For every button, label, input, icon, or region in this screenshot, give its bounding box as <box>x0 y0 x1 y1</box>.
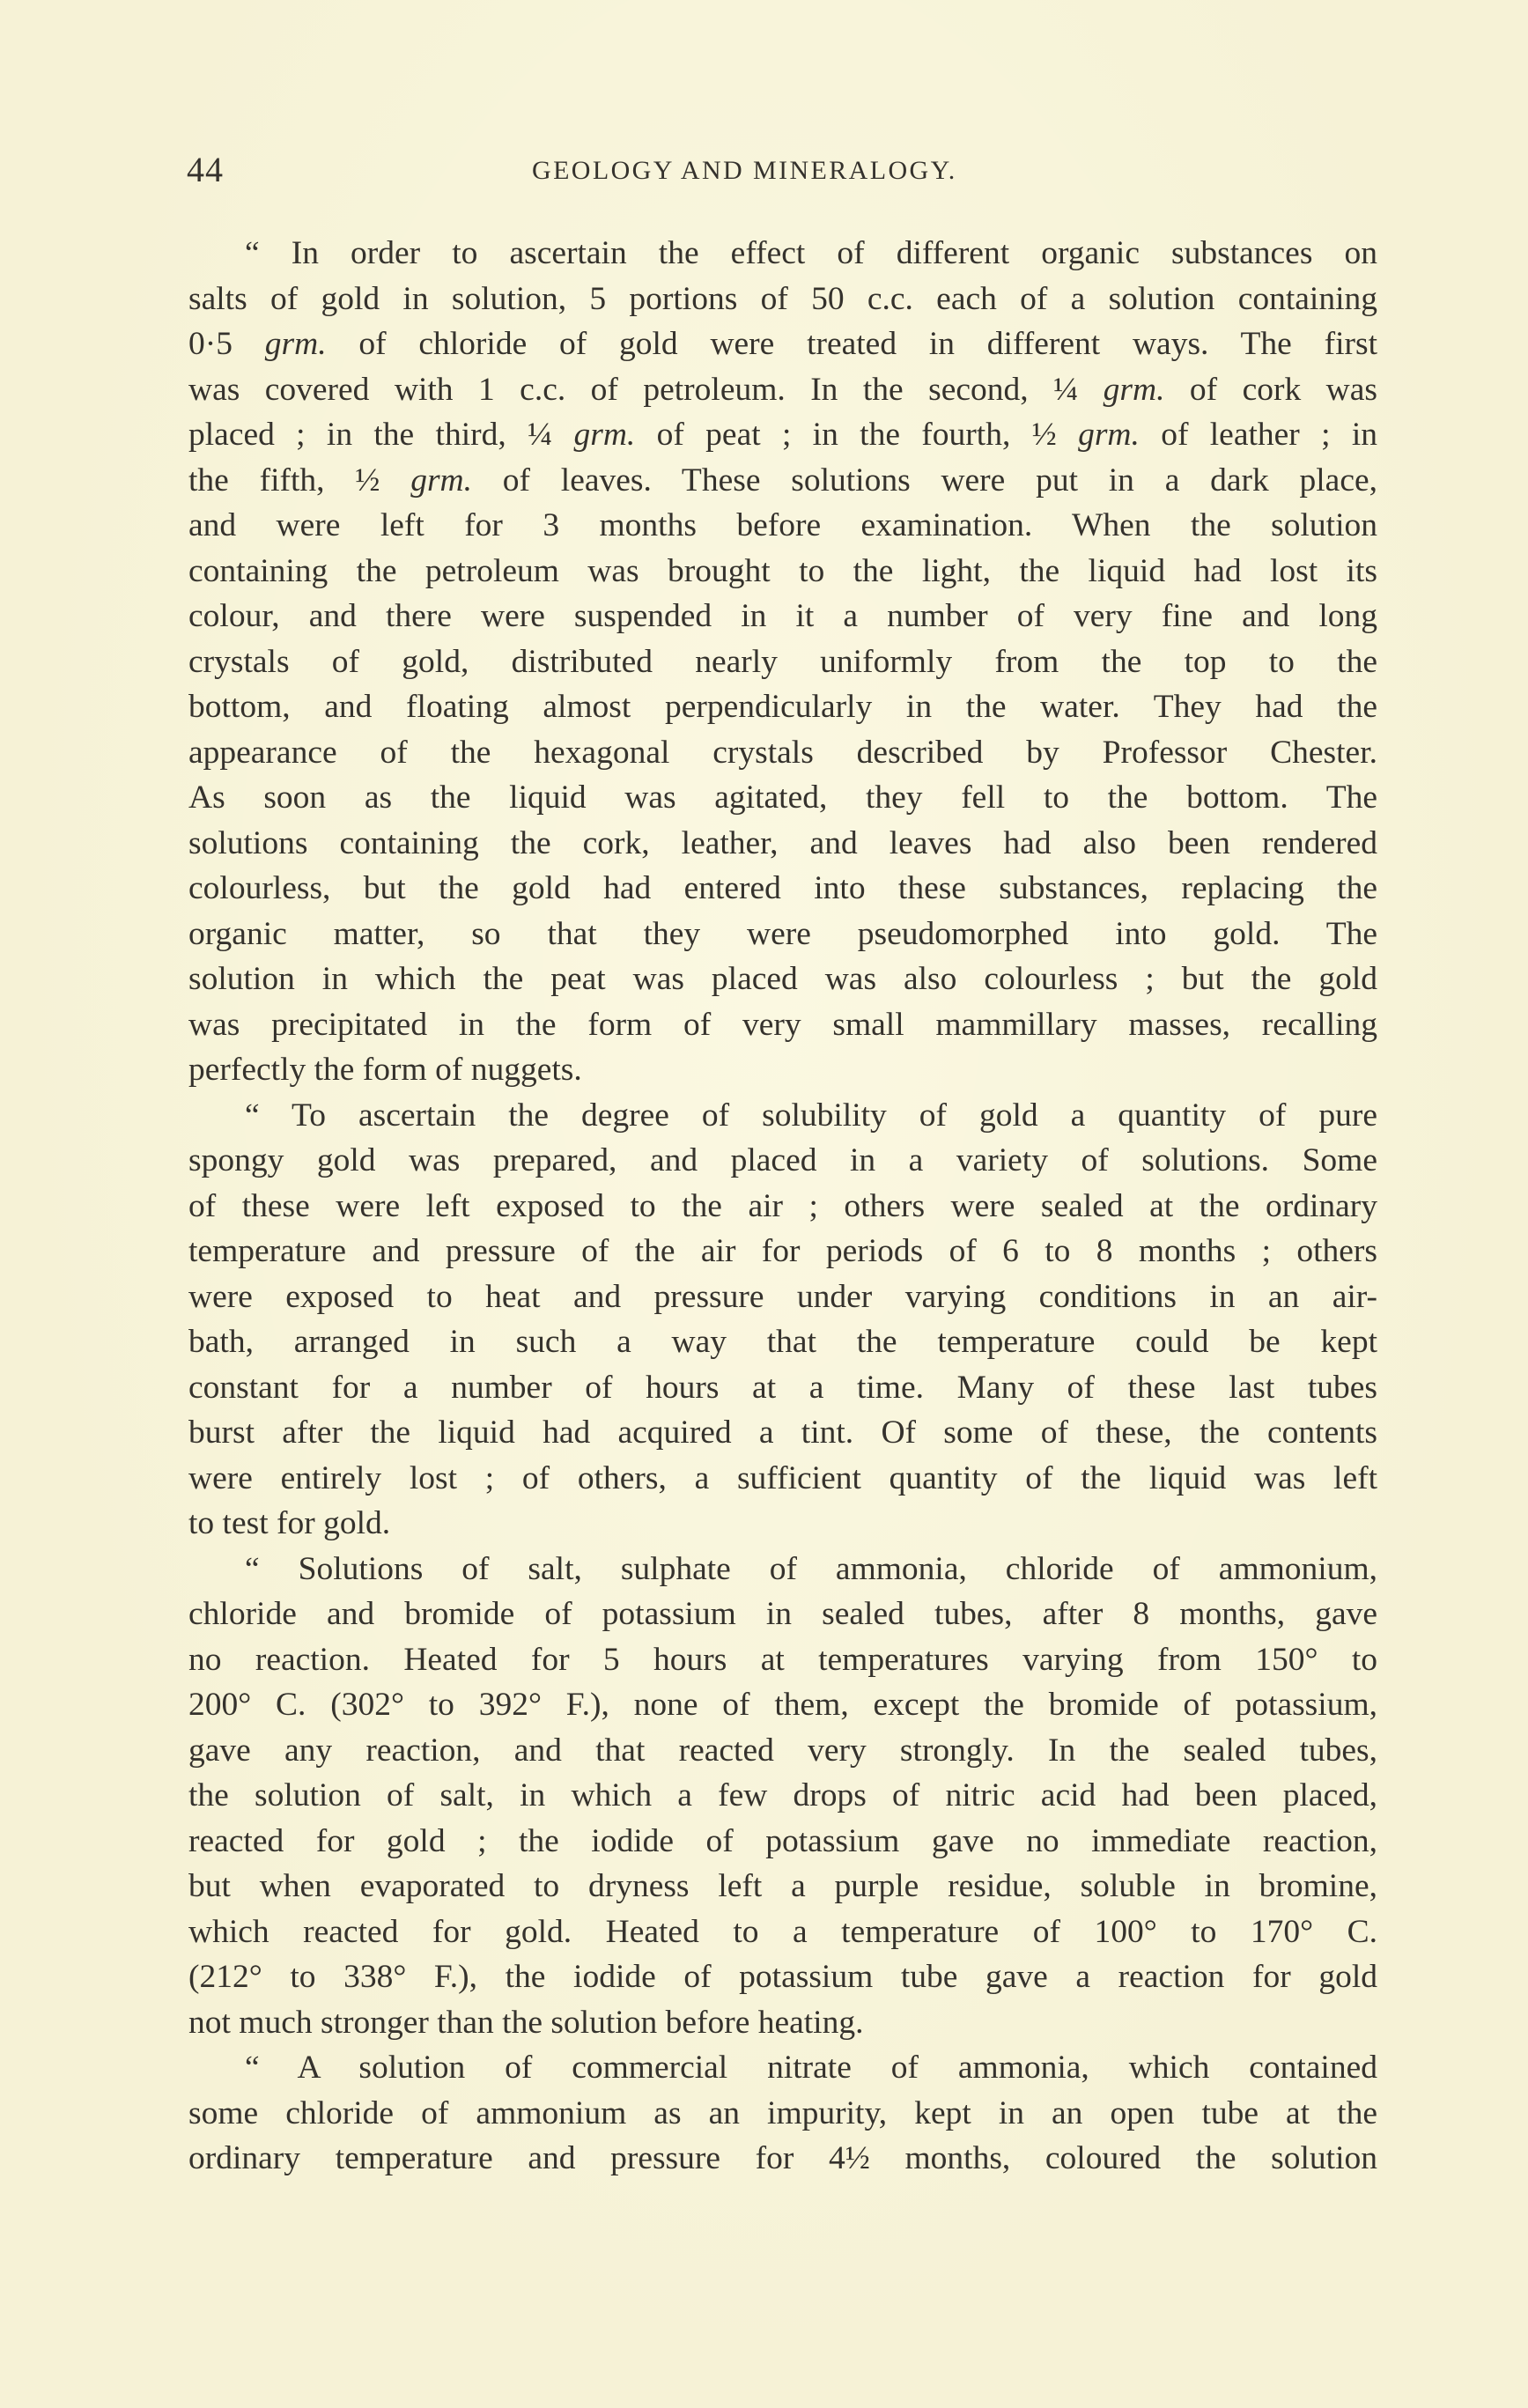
text-line: but when evaporated to dryness left a purple residue, soluble in bromine, <box>188 1868 1377 1904</box>
text-line: containing the petroleum was brought to the light, the liquid had lost its <box>188 552 1377 589</box>
text-line: was precipitated in the form of very small mammillary masses, recalling <box>188 1006 1377 1043</box>
text-line: salts of gold in solution, 5 portions of 50 c.c. each of a solution containing <box>188 280 1377 317</box>
paragraph-3 <box>188 1547 1377 2046</box>
page-number: 44 <box>187 150 224 189</box>
text-line: As soon as the liquid was agitated, they fell to the bottom. The <box>188 779 1377 816</box>
paragraph-1 <box>188 231 1377 1093</box>
text-line: spongy gold was prepared, and placed in a variety of solutions. Some <box>188 1142 1377 1178</box>
running-title: GEOLOGY AND MINERALOGY. <box>532 156 957 185</box>
text-line: perfectly the form of nuggets. <box>188 1052 582 1088</box>
text-line: and were left for 3 months before examination. When the solution <box>188 507 1377 543</box>
italic-unit: grm. <box>264 326 327 362</box>
text-line: colour, and there were suspended in it a number of very fine and long <box>188 598 1377 634</box>
text-line: were exposed to heat and pressure under varying conditions in an air- <box>188 1278 1377 1315</box>
text-line: chloride and bromide of potassium in sealed tubes, after 8 months, gave <box>188 1596 1377 1632</box>
italic-unit: grm. <box>1103 371 1165 408</box>
text-line: which reacted for gold. Heated to a temperature of 100° to 170° C. <box>188 1913 1377 1950</box>
italic-unit: grm. <box>1078 417 1140 453</box>
text-line: “ To ascertain the degree of solubility of gold a quantity of pure <box>245 1097 1377 1134</box>
italic-unit: grm. <box>410 462 472 499</box>
text-line: solutions containing the cork, leather, and leaves had also been rendered <box>188 824 1377 861</box>
text-line: crystals of gold, distributed nearly uniformly from the top to the <box>188 643 1377 680</box>
text-line: colourless, but the gold had entered into these substances, replacing the <box>188 870 1377 906</box>
text-line: bath, arranged in such a way that the temperature could be kept <box>188 1324 1377 1360</box>
text-line: some chloride of ammonium as an impurity, kept in an open tube at the <box>188 2094 1377 2131</box>
paragraph-4 <box>188 2045 1377 2182</box>
text-line: was covered with 1 c.c. of petroleum. In the second, ¼ grm. of cork was <box>188 371 1377 408</box>
running-head <box>187 148 1377 192</box>
text-line: 0·5 grm. of chloride of gold were treated in different ways. The first <box>188 326 1377 362</box>
text-line: the fifth, ½ grm. of leaves. These solutions were put in a dark place, <box>188 462 1377 499</box>
text-line: bottom, and floating almost perpendicularly in the water. They had the <box>188 689 1377 725</box>
text-line: solution in which the peat was placed was also colourless ; but the gold <box>188 961 1377 997</box>
text-line: no reaction. Heated for 5 hours at temperatures varying from 150° to <box>188 1641 1377 1678</box>
text-line: to test for gold. <box>188 1505 391 1541</box>
text-line: appearance of the hexagonal crystals described by Professor Chester. <box>188 734 1377 771</box>
text-line: constant for a number of hours at a time. Many of these last tubes <box>188 1369 1377 1406</box>
text-line: ordinary temperature and pressure for 4½ months, coloured the solution <box>188 2140 1377 2176</box>
text-line: “ A solution of commercial nitrate of ammonia, which contained <box>245 2050 1377 2086</box>
text-line: (212° to 338° F.), the iodide of potassium tube gave a reaction for gold <box>188 1959 1377 1995</box>
text-line: organic matter, so that they were pseudomorphed into gold. The <box>188 915 1377 952</box>
text-line: burst after the liquid had acquired a tint. Of some of these, the contents <box>188 1415 1377 1451</box>
text-line: “ In order to ascertain the effect of different organic substances on <box>245 235 1377 271</box>
text-line: “ Solutions of salt, sulphate of ammonia, chloride of ammonium, <box>245 1550 1377 1587</box>
italic-unit: grm. <box>573 417 636 453</box>
text-line: gave any reaction, and that reacted very strongly. In the sealed tubes, <box>188 1732 1377 1769</box>
text-line: not much stronger than the solution before heating. <box>188 2004 864 2041</box>
text-line: temperature and pressure of the air for periods of 6 to 8 months ; others <box>188 1233 1377 1269</box>
text-line: of these were left exposed to the air ; others were sealed at the ordinary <box>188 1187 1377 1224</box>
text-line: reacted for gold ; the iodide of potassium gave no immediate reaction, <box>188 1822 1377 1859</box>
text-line: the solution of salt, in which a few drops of nitric acid had been placed, <box>188 1777 1377 1813</box>
text-line: placed ; in the third, ¼ grm. of peat ; in the fourth, ½ grm. of leather ; in <box>188 417 1377 453</box>
text-line: 200° C. (302° to 392° F.), none of them, except the bromide of potassium, <box>188 1687 1377 1723</box>
body-text <box>188 231 1377 2182</box>
paragraph-2 <box>188 1093 1377 1547</box>
text-line: were entirely lost ; of others, a sufficient quantity of the liquid was left <box>188 1459 1377 1496</box>
